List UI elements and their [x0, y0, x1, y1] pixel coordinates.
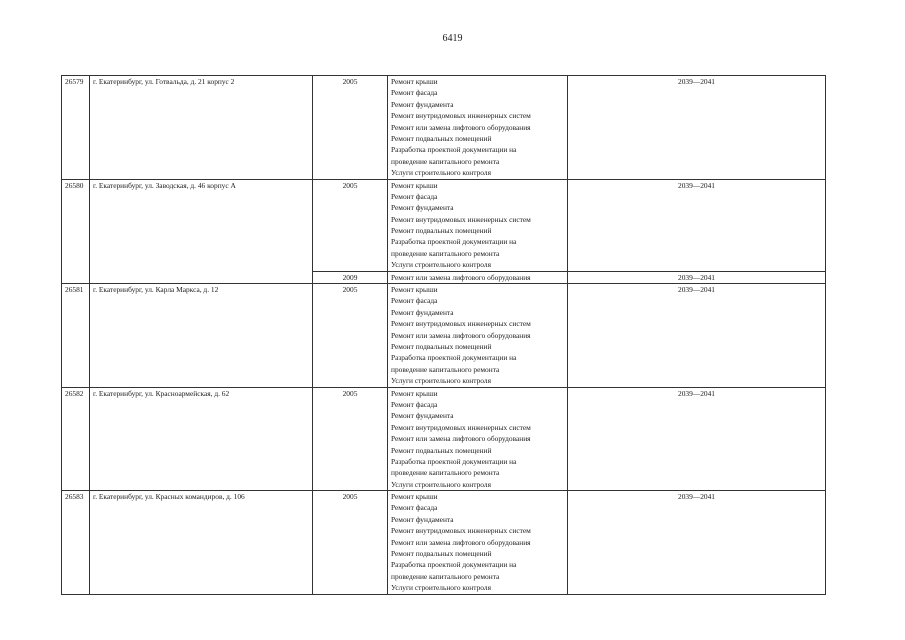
work-item: Разработка проектной документации на — [391, 456, 517, 466]
house-id-cell: 26583 — [62, 491, 90, 595]
work-item: Ремонт подвальных помещений — [391, 549, 492, 559]
work-item: Разработка проектной документации на — [391, 237, 517, 247]
work-item: проведение капитального ремонта — [391, 468, 500, 478]
work-item: проведение капитального ремонта — [391, 248, 500, 258]
address-cell: г. Екатеринбург, ул. Готвальда, д. 21 корпус 2 — [90, 76, 313, 180]
period-cell: 2039—2041 — [568, 387, 826, 491]
year-cell: 2005 — [313, 491, 388, 595]
work-item: Ремонт подвальных помещений — [391, 226, 492, 236]
works-cell — [388, 179, 568, 271]
works-cell — [388, 284, 568, 388]
table-row — [62, 76, 826, 180]
house-id-cell: 26580 — [62, 179, 90, 284]
work-item: Услуги строительного контроля — [391, 479, 491, 489]
work-item: Разработка проектной документации на — [391, 353, 517, 363]
work-item: Ремонт крыши — [391, 285, 438, 295]
work-item: Ремонт или замена лифтового оборудования — [391, 272, 531, 282]
work-item: Разработка проектной документации на — [391, 560, 517, 570]
year-cell: 2005 — [313, 387, 388, 491]
work-item: Услуги строительного контроля — [391, 168, 491, 178]
work-item: проведение капитального ремонта — [391, 364, 500, 374]
work-item: Ремонт фасада — [391, 88, 438, 98]
work-item: Услуги строительного контроля — [391, 376, 491, 386]
work-item: Ремонт фундамента — [391, 203, 454, 213]
house-id-cell: 26581 — [62, 284, 90, 388]
work-item: Ремонт фасада — [391, 399, 438, 409]
address-cell: г. Екатеринбург, ул. Карла Маркса, д. 12 — [90, 284, 313, 388]
work-item: Ремонт подвальных помещений — [391, 445, 492, 455]
work-item: Ремонт фасада — [391, 191, 438, 201]
work-item: Ремонт или замена лифтового оборудования — [391, 330, 531, 340]
year-cell: 2005 — [313, 179, 388, 271]
address-cell: г. Екатеринбург, ул. Красных командиров, д. 106 — [90, 491, 313, 595]
work-item: Ремонт крыши — [391, 180, 438, 190]
period-cell: 2039—2041 — [568, 76, 826, 180]
period-cell: 2039—2041 — [568, 179, 826, 271]
work-item: Ремонт внутридомовых инженерных систем — [391, 214, 531, 224]
work-item: Ремонт или замена лифтового оборудования — [391, 434, 531, 444]
period-cell: 2039—2041 — [568, 491, 826, 595]
address-cell: г. Екатеринбург, ул. Красноармейская, д. 62 — [90, 387, 313, 491]
work-item: Ремонт или замена лифтового оборудования — [391, 537, 531, 547]
work-item: Ремонт фасада — [391, 296, 438, 306]
work-item: Ремонт фундамента — [391, 411, 454, 421]
work-item: Ремонт крыши — [391, 492, 438, 502]
work-item: Ремонт крыши — [391, 388, 438, 398]
house-id-cell: 26582 — [62, 387, 90, 491]
period-cell: 2039—2041 — [568, 271, 826, 283]
work-item: Ремонт фасада — [391, 503, 438, 513]
table-row — [62, 387, 826, 491]
page-number: 6419 — [442, 33, 463, 44]
work-item: Услуги строительного контроля — [391, 260, 491, 270]
repair-schedule-table — [61, 75, 826, 595]
works-cell — [388, 491, 568, 595]
work-item: Услуги строительного контроля — [391, 583, 491, 593]
work-item: проведение капитального ремонта — [391, 571, 500, 581]
work-item: Ремонт внутридомовых инженерных систем — [391, 319, 531, 329]
period-cell: 2039—2041 — [568, 284, 826, 388]
work-item: Ремонт внутридомовых инженерных систем — [391, 422, 531, 432]
table-row — [62, 179, 826, 271]
work-item: Ремонт фундамента — [391, 307, 454, 317]
works-cell — [388, 271, 568, 283]
work-item: Ремонт фундамента — [391, 99, 454, 109]
works-cell — [388, 76, 568, 180]
work-item: Ремонт фундамента — [391, 514, 454, 524]
work-item: Разработка проектной документации на — [391, 145, 517, 155]
year-cell: 2005 — [313, 284, 388, 388]
work-item: Ремонт подвальных помещений — [391, 133, 492, 143]
work-item: Ремонт внутридомовых инженерных систем — [391, 526, 531, 536]
address-cell: г. Екатеринбург, ул. Заводская, д. 46 корпус А — [90, 179, 313, 284]
year-cell: 2005 — [313, 76, 388, 180]
work-item: Ремонт внутридомовых инженерных систем — [391, 111, 531, 121]
table-row — [62, 284, 826, 388]
work-item: Ремонт или замена лифтового оборудования — [391, 122, 531, 132]
work-item: проведение капитального ремонта — [391, 156, 500, 166]
work-item: Ремонт крыши — [391, 77, 438, 86]
house-id-cell: 26579 — [62, 76, 90, 180]
year-cell: 2009 — [313, 271, 388, 283]
table-row — [62, 491, 826, 595]
works-cell — [388, 387, 568, 491]
table-body — [62, 76, 826, 595]
work-item: Ремонт подвальных помещений — [391, 342, 492, 351]
